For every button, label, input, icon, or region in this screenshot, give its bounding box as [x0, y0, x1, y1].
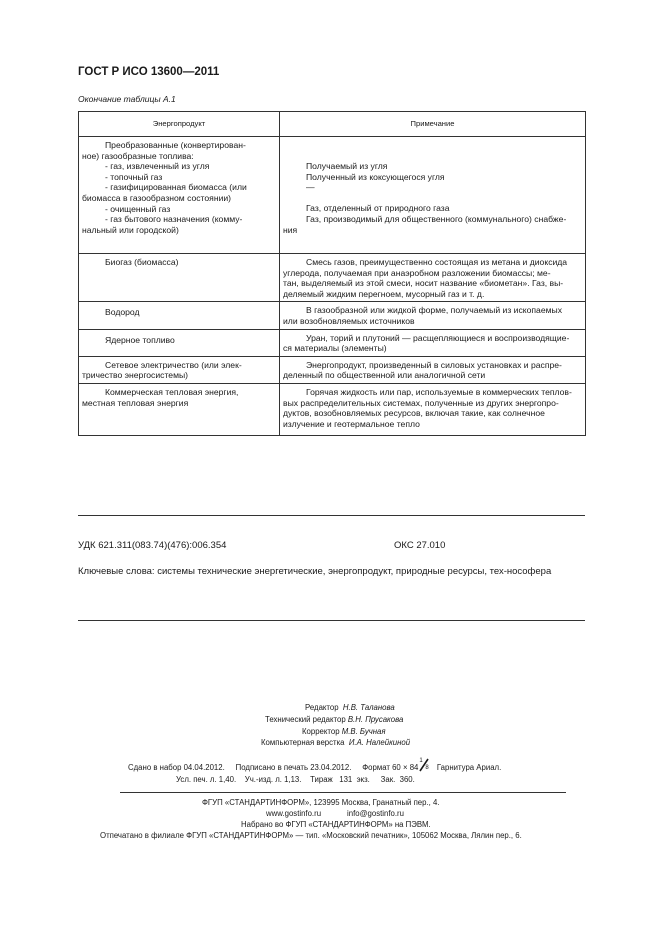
- divider-bottom: [78, 620, 585, 621]
- print-info-line1: [128, 758, 502, 772]
- credit-role: Редактор: [305, 703, 339, 712]
- oks-code: ОКС 27.010: [394, 540, 446, 551]
- credit-role: Компьютерная верстка: [261, 738, 345, 747]
- cell-text-line: Полученный из коксующегося угля: [306, 171, 445, 182]
- fraction-numerator: 1: [419, 758, 423, 764]
- table-caption: Окончание таблицы А.1: [78, 94, 176, 104]
- energy-product-cell: [79, 302, 280, 329]
- format-times: ×: [402, 763, 408, 772]
- credit-person: И.А. Налейкиной: [348, 738, 411, 747]
- format-84: 84: [409, 763, 419, 772]
- publisher-email: info@gostinfo.ru: [347, 809, 404, 818]
- cell-text-line: ное) газообразные топлива:: [82, 150, 194, 161]
- energy-product-cell: [79, 137, 280, 254]
- cell-text-line: Биогаз (биомасса): [105, 257, 179, 267]
- credit-person: Н.В. Таланова: [342, 703, 395, 712]
- note-cell: [280, 302, 586, 329]
- cell-text-line: Газ, производимый для общественного (коммунального) снабже-: [306, 213, 567, 224]
- note-cell: [280, 383, 586, 435]
- cell-text-line: - газифицированная биомасса (или: [105, 182, 247, 193]
- signed-date: Подписано в печать 23.04.2012.: [235, 763, 352, 772]
- table-header-row: [79, 112, 586, 137]
- energy-product-cell: [79, 356, 280, 383]
- note-cell: [280, 137, 586, 254]
- cell-text-line: Коммерческая тепловая энергия,: [105, 386, 239, 397]
- cell-text-line: нальный или городской): [82, 224, 179, 235]
- cell-text-line: Водород: [105, 307, 140, 318]
- publisher-printer: Отпечатано в филиале ФГУП «СТАНДАРТИНФОРМ» — тип. «Московский печатник», 105062 Москва, Лялин пер., 6.: [100, 831, 522, 840]
- energy-product-cell: [79, 383, 280, 435]
- cell-text-line: дуктов, возобновляемых ресурсов, включая такие, как солнечное: [283, 408, 545, 419]
- divider-top: [78, 515, 585, 516]
- publisher-contacts: [266, 809, 404, 818]
- format-prefix: Формат 60: [362, 763, 401, 772]
- cell-text-line: - очищенный газ: [105, 203, 171, 214]
- cell-text-line: Смесь газов, преимущественно состоящая из метана и диоксида: [306, 257, 568, 267]
- cell-text-line: Уран, торий и плутоний — расщепляющиеся и воспроизводящие-: [306, 332, 570, 343]
- cell-text-line: тричество энергосистемы): [82, 370, 189, 381]
- cell-text-line: В газообразной или жидкой форме, получаемый из ископаемых: [306, 305, 562, 316]
- table-row: [79, 254, 586, 302]
- submitted-date: Сдано в набор 04.04.2012.: [128, 763, 225, 772]
- table-row: [79, 383, 586, 435]
- note-cell: [280, 329, 586, 356]
- cell-text-line: Получаемый из угля: [306, 161, 388, 171]
- cell-text-line: излучение и геотермальное тепло: [283, 418, 420, 429]
- credit-layout: [261, 738, 410, 747]
- cell-text-line: деляемый жидким перегноем, мусорный газ и т. д.: [283, 288, 485, 299]
- cell-text-line: —: [306, 182, 315, 193]
- cell-text-line: Горячая жидкость или пар, используемые в коммерческих теплов-: [306, 386, 572, 397]
- energy-products-table: [78, 111, 586, 436]
- table-row: [79, 302, 586, 329]
- cell-text-line: Ядерное топливо: [105, 334, 175, 345]
- cell-text-line: Преобразованные (конвертирован-: [105, 140, 246, 150]
- note-cell: [280, 356, 586, 383]
- credit-proofreader: [302, 727, 386, 736]
- divider-publisher: [120, 792, 566, 793]
- table-row: [79, 329, 586, 356]
- print-info-line2: Усл. печ. л. 1,40. Уч.-изд. л. 1,13. Тираж 131 экз. Зак. 360.: [176, 775, 415, 784]
- publisher-address: ФГУП «СТАНДАРТИНФОРМ», 123995 Москва, Гранатный пер., 4.: [202, 798, 440, 807]
- publisher-site: www.gostinfo.ru: [266, 809, 322, 818]
- cell-text-line: Газ, отделенный от природного газа: [306, 203, 450, 214]
- cell-text-line: ся материалы (элементы): [283, 343, 387, 354]
- table-row: [79, 137, 586, 254]
- document-header: ГОСТ Р ИСО 13600—2011: [78, 66, 220, 78]
- typeface: Гарнитура Ариал.: [436, 763, 502, 772]
- cell-text-line: - топочный газ: [105, 171, 163, 182]
- cell-text-line: тан, выделяемый из этой смеси, носит название «биометан». Газ, вы-: [283, 278, 564, 289]
- table-row: [79, 356, 586, 383]
- cell-text-line: ния: [283, 224, 298, 235]
- column-header-note: Примечание: [280, 112, 586, 137]
- publisher-typeset: Набрано во ФГУП «СТАНДАРТИНФОРМ» на ПЭВМ.: [241, 820, 431, 829]
- cell-text-line: деленный по общественной или аналогичной сети: [283, 370, 486, 381]
- cell-text-line: вых распределительных системах, полученные из других энергопро-: [283, 397, 559, 408]
- energy-product-cell: [79, 254, 280, 302]
- keywords: Ключевые слова: системы технические энергетические, энергопродукт, природные ресурсы, тех-нософера: [78, 566, 552, 577]
- cell-text-line: Сетевое электричество (или элек-: [105, 359, 242, 370]
- note-cell: [280, 254, 586, 302]
- cell-text-line: - газ бытового назначения (комму-: [105, 214, 243, 225]
- credit-person: М.В. Бучная: [341, 727, 386, 736]
- cell-text-line: биомасса в газообразном состоянии): [82, 192, 232, 203]
- credit-tech-editor: [265, 715, 403, 724]
- cell-text-line: - газ, извлеченный из угля: [105, 161, 210, 172]
- column-header-energy-product: Энергопродукт: [79, 112, 280, 137]
- fraction-denominator: 8: [425, 765, 429, 771]
- cell-text-line: местная тепловая энергия: [82, 397, 189, 408]
- energy-product-cell: [79, 329, 280, 356]
- credit-person: В.Н. Прусакова: [347, 715, 404, 724]
- credit-editor: [305, 703, 395, 712]
- cell-text-line: Энергопродукт, произведенный в силовых установках и распре-: [306, 359, 562, 370]
- credit-role: Технический редактор: [265, 715, 346, 724]
- cell-text-line: или возобновляемых источников: [283, 315, 415, 326]
- cell-text-line: углерода, получаемая при анаэробном разложении биомассы; ме-: [283, 267, 551, 278]
- udc-code: УДК 621.311(083.74)(476):006.354: [78, 540, 227, 551]
- fraction-mark: [418, 758, 430, 771]
- credit-role: Корректор: [302, 727, 340, 736]
